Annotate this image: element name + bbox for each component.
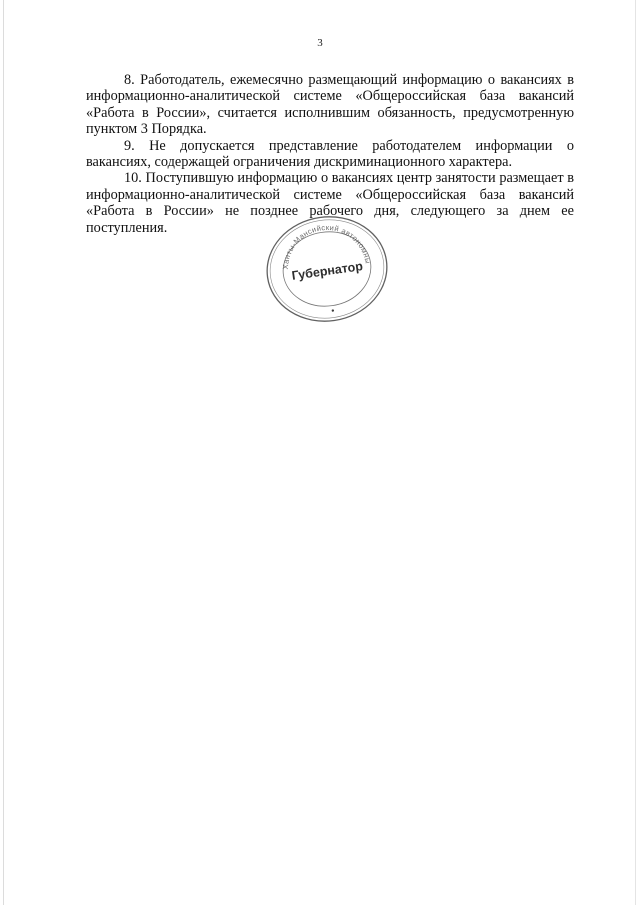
paragraph-9: 9. Не допускается представление работодателем информации о вакансиях, содержащей ограничения дискриминационного характера. [86, 137, 574, 171]
governor-seal [262, 213, 392, 325]
seal-center-text: Губернатор [290, 259, 364, 283]
page-number: 3 [317, 37, 323, 49]
paragraph-8: 8. Работодатель, ежемесячно размещающий информацию о вакансиях в информационно-аналитической системе «Общероссийская база вакансий «Работа в России», считается исполнившим обязанность, предусмотренную пунктом 3 Порядка. [86, 72, 574, 138]
seal-ring-text: Ханты-Мансийский автономный [280, 222, 373, 270]
scan-edge-left [3, 0, 4, 905]
paragraph-10: 10. Поступившую информацию о вакансиях центр занятости размещает в информационно-аналитической системе «Общероссийская база вакансий «Работа в России» не позднее рабочего дня, следующего за днем ее поступления. [86, 170, 574, 236]
seal-dot-icon [331, 309, 334, 312]
document-body [86, 72, 574, 236]
scan-edge-right [635, 0, 636, 905]
